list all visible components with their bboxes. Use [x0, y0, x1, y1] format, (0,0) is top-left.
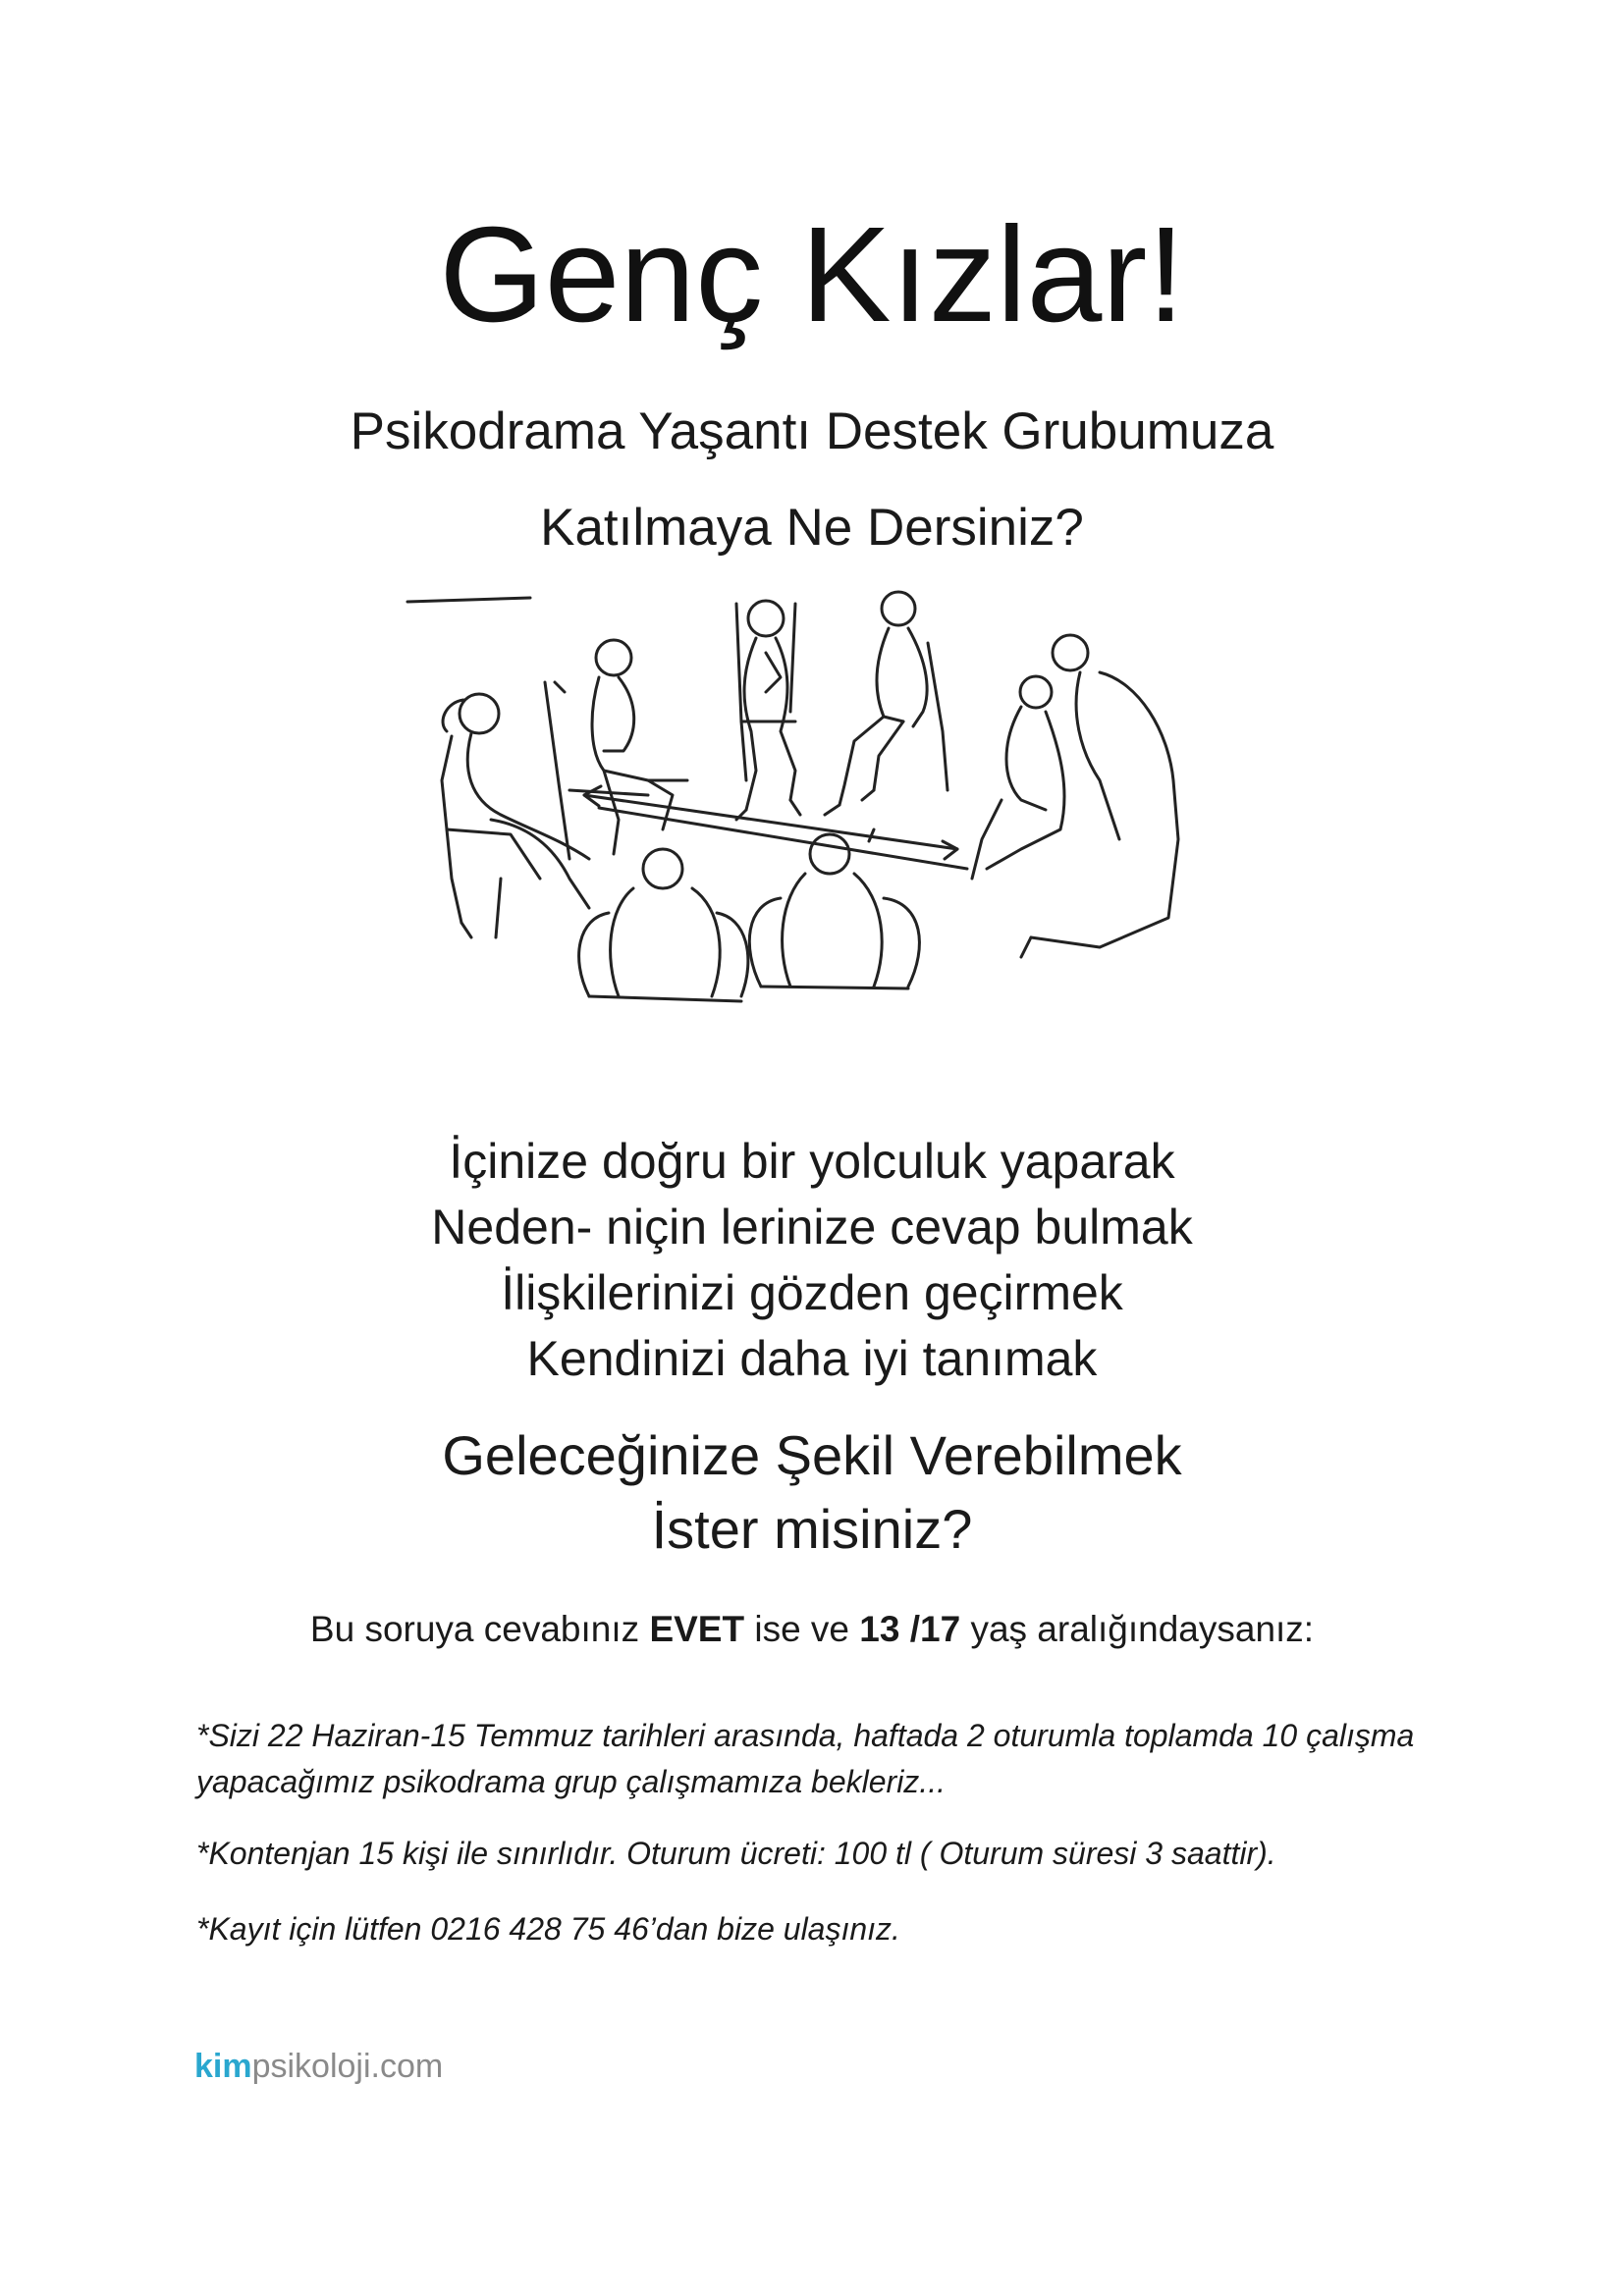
poster-subtitle-line2: Katılmaya Ne Dersiniz?: [540, 499, 1084, 557]
poster-subtitle-line1: Psikodrama Yaşantı Destek Grubumuza: [350, 402, 1274, 460]
arrow-connection: [584, 786, 967, 869]
figure-front-center: [749, 829, 919, 988]
kimpsikoloji-logo: [194, 2047, 443, 2086]
figure-seated-4: [825, 592, 947, 815]
question-yes: EVET: [649, 1609, 745, 1649]
logo-rest: psikoloji.com: [251, 2048, 444, 2085]
cta-line2: İster misiniz?: [651, 1498, 973, 1560]
figure-seated-2: [545, 640, 687, 859]
benefit-item: Kendinizi daha iyi tanımak: [526, 1331, 1098, 1386]
question-part2: ise ve: [744, 1609, 860, 1649]
logo-kim: kim: [194, 2048, 252, 2085]
question-part3: yaş aralığındaysanız:: [960, 1609, 1315, 1649]
poster-title: Genç Kızlar!: [439, 199, 1185, 350]
benefit-item: İçinize doğru bir yolculuk yaparak: [449, 1134, 1175, 1189]
benefits-list: [0, 1129, 1624, 1392]
cta-line1: Geleceğinize Şekil Verebilmek: [442, 1424, 1182, 1486]
group-circle-sketch-icon: [393, 584, 1218, 1016]
note-capacity: *Kontenjan 15 kişi ile sınırlıdır. Oturum ücreti: 100 tl ( Oturum süresi 3 saattir).: [196, 1836, 1276, 1871]
figure-left-reclined: [442, 694, 589, 937]
figure-front-left: [579, 849, 748, 1001]
note-schedule: *Sizi 22 Haziran-15 Temmuz tarihleri arasında, haftada 2 oturumla toplamda 10 çalışma yapacağımız psikodrama grup çalışmamıza bekleriz...: [196, 1718, 1415, 1799]
call-to-action: [0, 1418, 1624, 1566]
note-registration: *Kayıt için lütfen 0216 428 75 46’dan bize ulaşınız.: [196, 1911, 900, 1947]
figure-seated-3: [736, 601, 800, 820]
eligibility-question: [0, 1607, 1624, 1652]
benefit-item: Neden- niçin lerinize cevap bulmak: [431, 1200, 1193, 1255]
benefit-item: İlişkilerinizi gözden geçirmek: [501, 1265, 1123, 1320]
question-age: 13 /17: [859, 1609, 961, 1649]
question-part1: Bu soruya cevabınız: [309, 1609, 650, 1649]
figure-right-cluster: [972, 635, 1178, 957]
